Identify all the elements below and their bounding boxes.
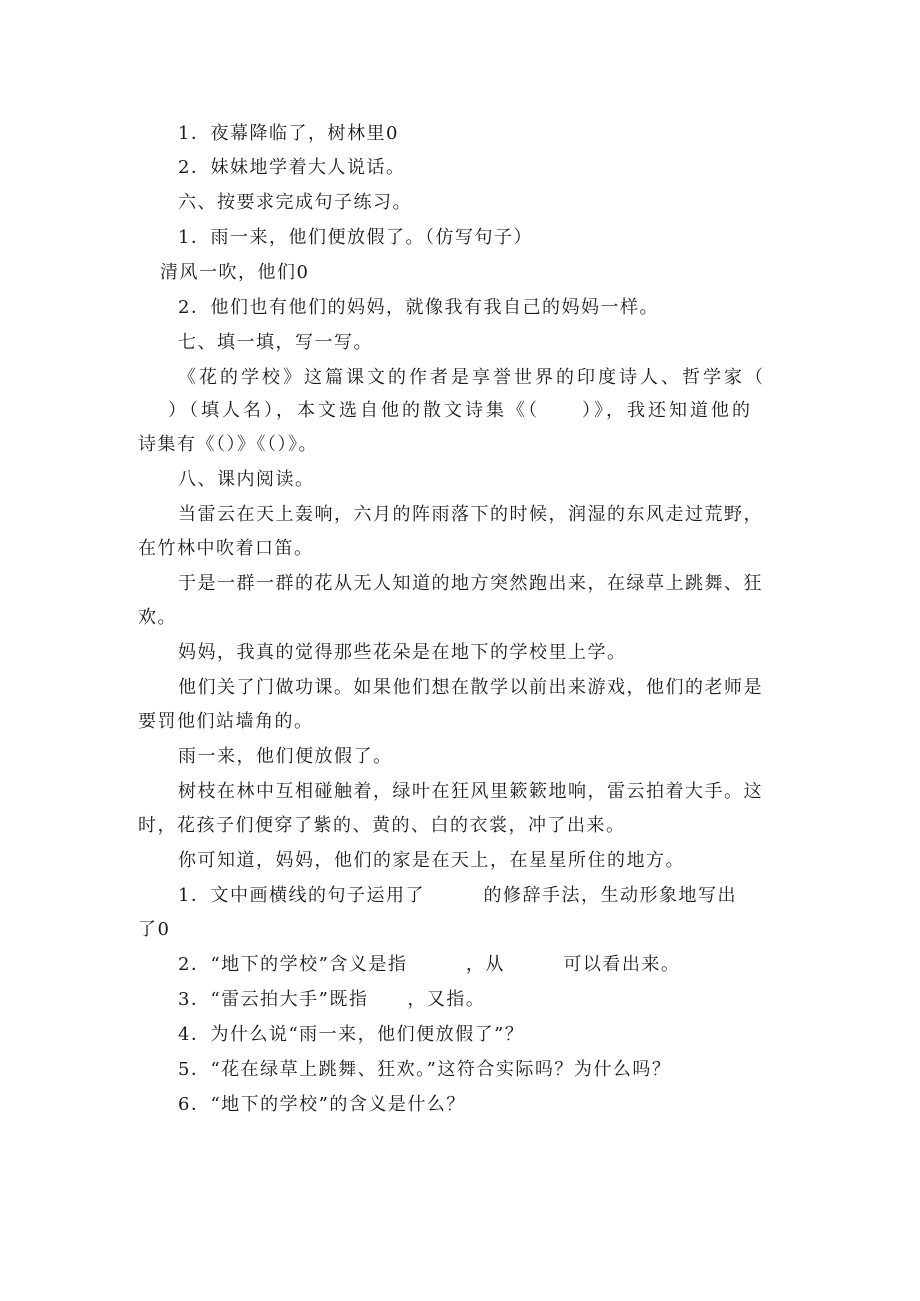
question-item: 1．文中画横线的句子运用了 的修辞手法，生动形象地写出 bbox=[178, 885, 737, 906]
section-heading: 六、按要求完成句子练习。 bbox=[178, 192, 412, 213]
text-line: 2．妹妹地学着大人说话。 bbox=[178, 157, 406, 178]
text-line: 1．夜幕降临了，树林里0 bbox=[178, 123, 399, 144]
text-line: 于是一群一群的花从无人知道的地方突然跑出来，在绿草上跳舞、狂 bbox=[178, 573, 763, 594]
text-line: 《花的学校》这篇课文的作者是享誉世界的印度诗人、哲学家（ bbox=[178, 367, 766, 388]
question-item: 4．为什么说“雨一来，他们便放假了”？ bbox=[178, 1024, 525, 1045]
section-heading: 八、课内阅读。 bbox=[178, 469, 315, 490]
text-line: 时，花孩子们便穿了紫的、黄的、白的衣裳，冲了出来。 bbox=[138, 815, 626, 836]
question-item: 2．“地下的学校”含义是指 ，从 可以看出来。 bbox=[178, 954, 681, 975]
text-line: 1．雨一来，他们便放假了。（仿写句子） bbox=[178, 227, 533, 248]
question-item: 3．“雷云拍大手”既指 ，又指。 bbox=[178, 989, 486, 1010]
question-item: 了0 bbox=[138, 919, 171, 940]
text-line: 雨一来，他们便放假了。 bbox=[178, 746, 393, 767]
text-line: 你可知道，妈妈，他们的家是在天上，在星星所住的地方。 bbox=[178, 850, 685, 871]
text-line: 当雷云在天上轰响，六月的阵雨落下的时候，润湿的东风走过荒野， bbox=[178, 504, 763, 525]
text-line: 清风一吹，他们0 bbox=[160, 262, 310, 283]
text-line: 他们关了门做功课。如果他们想在散学以前出来游戏，他们的老师是 bbox=[178, 677, 763, 698]
section-heading: 七、填一填，写一写。 bbox=[178, 332, 373, 353]
text-line: 要罚他们站墙角的。 bbox=[138, 711, 314, 732]
question-item: 6．“地下的学校”的含义是什么？ bbox=[178, 1094, 466, 1115]
text-line: 欢。 bbox=[138, 607, 177, 628]
text-line: ）（填人名），本文选自他的散文诗集《（ ）》，我还知道他的 bbox=[168, 400, 753, 421]
text-line: 诗集有《（）》《（）》。 bbox=[138, 434, 318, 455]
text-line: 在竹林中吹着口笛。 bbox=[138, 538, 314, 559]
text-line: 妈妈，我真的觉得那些花朵是在地下的学校里上学。 bbox=[178, 642, 627, 663]
text-line: 2．他们也有他们的妈妈，就像我有我自己的妈妈一样。 bbox=[178, 297, 659, 318]
question-item: 5．“花在绿草上跳舞、狂欢。”这符合实际吗？为什么吗？ bbox=[178, 1059, 672, 1080]
text-line: 树枝在林中互相碰触着，绿叶在狂风里簌簌地响，雷云拍着大手。这 bbox=[178, 781, 763, 802]
